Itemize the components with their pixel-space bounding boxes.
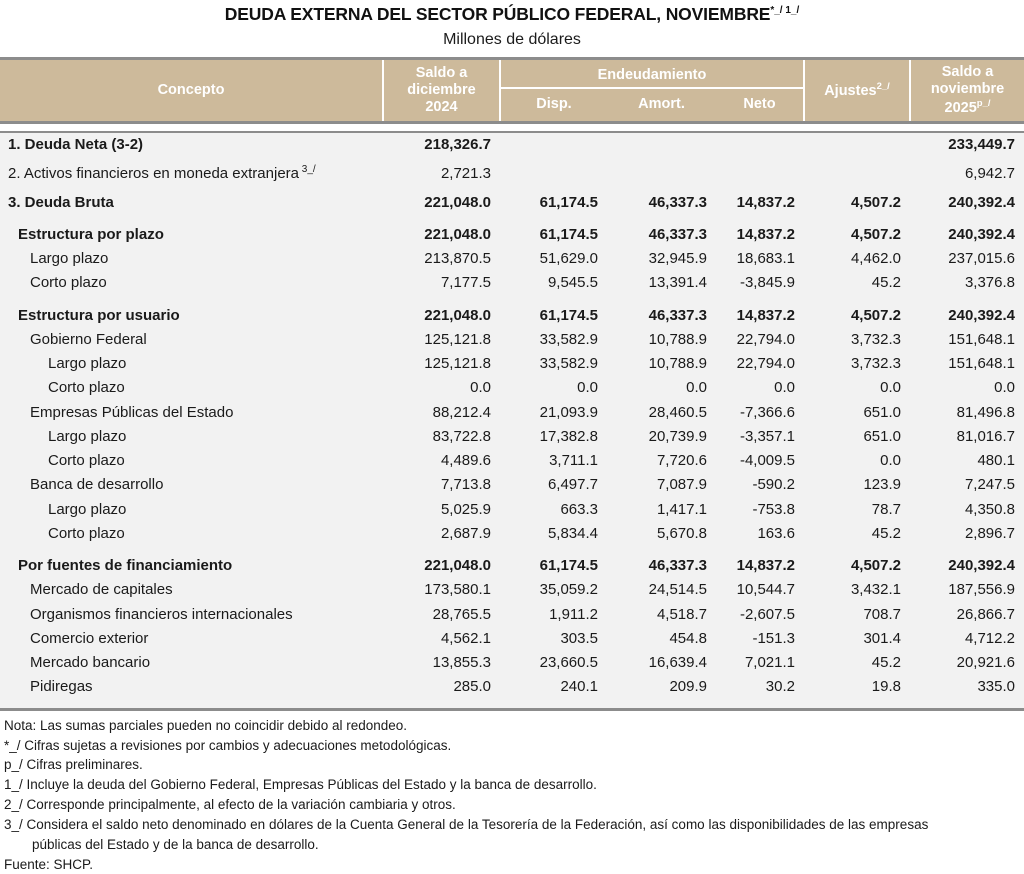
column-header-neto: Neto xyxy=(716,88,804,122)
cell-amort: 46,337.3 xyxy=(607,554,716,578)
table-row xyxy=(0,473,1024,497)
table-row xyxy=(0,675,1024,699)
cell-saldo-a-noviembre-2025: 4,350.8 xyxy=(910,498,1024,522)
cell-ajustes xyxy=(804,132,910,157)
cell-amort: 5,670.8 xyxy=(607,522,716,546)
cell-amort: 10,788.9 xyxy=(607,328,716,352)
cell-neto: -3,357.1 xyxy=(716,425,804,449)
column-header-disp: Disp. xyxy=(500,88,607,122)
row-label: Largo plazo xyxy=(0,498,383,522)
table-row xyxy=(0,191,1024,215)
table-row xyxy=(0,352,1024,376)
cell-neto: 14,837.2 xyxy=(716,304,804,328)
cell-saldo-a-noviembre-2025: 7,247.5 xyxy=(910,473,1024,497)
cell-neto: 22,794.0 xyxy=(716,352,804,376)
cell-disp xyxy=(500,132,607,157)
cell-saldo-a-noviembre-2025: 151,648.1 xyxy=(910,352,1024,376)
column-header-saldo-diciembre xyxy=(383,60,500,123)
table-row xyxy=(0,498,1024,522)
cell-neto: -2,607.5 xyxy=(716,603,804,627)
cell-saldo-a-diciembre-2024: 218,326.7 xyxy=(383,132,500,157)
row-label: Por fuentes de financiamiento xyxy=(0,554,383,578)
cell-disp: 51,629.0 xyxy=(500,247,607,271)
cell-saldo-a-diciembre-2024: 13,855.3 xyxy=(383,651,500,675)
row-label: Corto plazo xyxy=(0,522,383,546)
table-row xyxy=(0,627,1024,651)
cell-ajustes: 4,507.2 xyxy=(804,304,910,328)
cell-saldo-a-diciembre-2024: 4,489.6 xyxy=(383,449,500,473)
table-row xyxy=(0,449,1024,473)
cell-ajustes: 4,507.2 xyxy=(804,223,910,247)
table-row xyxy=(0,578,1024,602)
table-row xyxy=(0,554,1024,578)
cell-saldo-a-diciembre-2024: 221,048.0 xyxy=(383,554,500,578)
saldo-nov-superscript: p_/ xyxy=(976,98,991,110)
cell-saldo-a-noviembre-2025: 20,921.6 xyxy=(910,651,1024,675)
row-spacer-cell xyxy=(0,546,1024,554)
table-row xyxy=(0,132,1024,157)
row-label: Pidiregas xyxy=(0,675,383,699)
cell-ajustes: 45.2 xyxy=(804,522,910,546)
cell-amort: 13,391.4 xyxy=(607,271,716,295)
cell-amort: 24,514.5 xyxy=(607,578,716,602)
footnotes-block xyxy=(0,711,1024,874)
cell-saldo-a-noviembre-2025: 233,449.7 xyxy=(910,132,1024,157)
cell-saldo-a-noviembre-2025: 26,866.7 xyxy=(910,603,1024,627)
cell-disp: 0.0 xyxy=(500,376,607,400)
cell-saldo-a-noviembre-2025: 240,392.4 xyxy=(910,304,1024,328)
row-label: Largo plazo xyxy=(0,425,383,449)
cell-saldo-a-diciembre-2024: 88,212.4 xyxy=(383,401,500,425)
cell-amort: 10,788.9 xyxy=(607,352,716,376)
table-row xyxy=(0,328,1024,352)
cell-neto: -7,366.6 xyxy=(716,401,804,425)
row-label: Gobierno Federal xyxy=(0,328,383,352)
row-spacer xyxy=(0,296,1024,304)
cell-saldo-a-diciembre-2024: 173,580.1 xyxy=(383,578,500,602)
header-row-top xyxy=(0,60,1024,88)
cell-disp: 33,582.9 xyxy=(500,352,607,376)
cell-saldo-a-noviembre-2025: 240,392.4 xyxy=(910,191,1024,215)
cell-disp: 5,834.4 xyxy=(500,522,607,546)
cell-disp: 240.1 xyxy=(500,675,607,699)
cell-saldo-a-diciembre-2024: 221,048.0 xyxy=(383,223,500,247)
cell-neto: 10,544.7 xyxy=(716,578,804,602)
financial-table xyxy=(0,60,1024,708)
financial-table-container xyxy=(0,57,1024,708)
cell-amort: 16,639.4 xyxy=(607,651,716,675)
row-spacer xyxy=(0,215,1024,223)
table-row xyxy=(0,376,1024,400)
page-title-text: DEUDA EXTERNA DEL SECTOR PÚBLICO FEDERAL, NOVIEMBRE xyxy=(224,4,771,24)
cell-saldo-a-diciembre-2024: 28,765.5 xyxy=(383,603,500,627)
cell-amort: 32,945.9 xyxy=(607,247,716,271)
row-label: Empresas Públicas del Estado xyxy=(0,401,383,425)
table-row xyxy=(0,401,1024,425)
cell-disp: 17,382.8 xyxy=(500,425,607,449)
row-spacer xyxy=(0,700,1024,708)
cell-saldo-a-noviembre-2025: 240,392.4 xyxy=(910,223,1024,247)
row-label: Corto plazo xyxy=(0,271,383,295)
cell-amort: 46,337.3 xyxy=(607,223,716,247)
cell-ajustes: 651.0 xyxy=(804,425,910,449)
cell-ajustes: 301.4 xyxy=(804,627,910,651)
header-bottom-rule-cell xyxy=(0,123,1024,133)
cell-ajustes: 3,732.3 xyxy=(804,328,910,352)
page-subtitle: Millones de dólares xyxy=(443,30,581,48)
table-row xyxy=(0,223,1024,247)
footnote: 1_/ Incluye la deuda del Gobierno Federal, Empresas Públicas del Estado y la banca de desarrollo. xyxy=(4,777,597,793)
cell-neto: -753.8 xyxy=(716,498,804,522)
row-label: Organismos financieros internacionales xyxy=(0,603,383,627)
ajustes-superscript: 2_/ xyxy=(876,81,890,93)
cell-neto: 18,683.1 xyxy=(716,247,804,271)
cell-saldo-a-diciembre-2024: 4,562.1 xyxy=(383,627,500,651)
cell-saldo-a-noviembre-2025: 237,015.6 xyxy=(910,247,1024,271)
saldo-nov-line2: noviembre xyxy=(930,81,1005,98)
page-title xyxy=(0,4,1024,26)
cell-neto: -4,009.5 xyxy=(716,449,804,473)
cell-amort: 1,417.1 xyxy=(607,498,716,522)
cell-amort: 28,460.5 xyxy=(607,401,716,425)
cell-saldo-a-diciembre-2024: 2,687.9 xyxy=(383,522,500,546)
row-label: Comercio exterior xyxy=(0,627,383,651)
table-row xyxy=(0,651,1024,675)
cell-disp: 61,174.5 xyxy=(500,191,607,215)
cell-saldo-a-noviembre-2025: 0.0 xyxy=(910,376,1024,400)
cell-neto: 14,837.2 xyxy=(716,191,804,215)
cell-saldo-a-noviembre-2025: 151,648.1 xyxy=(910,328,1024,352)
row-spacer-cell xyxy=(0,215,1024,223)
cell-disp: 9,545.5 xyxy=(500,271,607,295)
table-body xyxy=(0,123,1024,708)
cell-ajustes: 45.2 xyxy=(804,271,910,295)
row-label: 3. Deuda Bruta xyxy=(0,191,383,215)
cell-saldo-a-diciembre-2024: 221,048.0 xyxy=(383,304,500,328)
cell-saldo-a-noviembre-2025: 480.1 xyxy=(910,449,1024,473)
column-header-amort: Amort. xyxy=(607,88,716,122)
row-label: Estructura por plazo xyxy=(0,223,383,247)
cell-neto: -151.3 xyxy=(716,627,804,651)
cell-saldo-a-diciembre-2024: 0.0 xyxy=(383,376,500,400)
column-header-saldo-noviembre xyxy=(910,60,1024,123)
row-label: Largo plazo xyxy=(0,247,383,271)
cell-ajustes: 3,432.1 xyxy=(804,578,910,602)
cell-amort: 209.9 xyxy=(607,675,716,699)
cell-ajustes: 4,507.2 xyxy=(804,554,910,578)
cell-saldo-a-diciembre-2024: 125,121.8 xyxy=(383,352,500,376)
saldo-nov-line3: 2025 xyxy=(944,100,977,117)
footnote: 3_/ Considera el saldo neto denominado en dólares de la Cuenta General de la Tesorería de la Federación, así como las disponibilidades de las empresas xyxy=(4,816,929,832)
cell-disp: 6,497.7 xyxy=(500,473,607,497)
cell-amort: 7,087.9 xyxy=(607,473,716,497)
cell-saldo-a-diciembre-2024: 2,721.3 xyxy=(383,161,500,186)
cell-saldo-a-diciembre-2024: 213,870.5 xyxy=(383,247,500,271)
cell-saldo-a-diciembre-2024: 285.0 xyxy=(383,675,500,699)
saldo-dic-line2: diciembre xyxy=(407,82,476,99)
row-label: 1. Deuda Neta (3-2) xyxy=(0,132,383,157)
cell-saldo-a-diciembre-2024: 221,048.0 xyxy=(383,191,500,215)
cell-disp xyxy=(500,161,607,186)
cell-ajustes: 0.0 xyxy=(804,376,910,400)
cell-disp: 35,059.2 xyxy=(500,578,607,602)
ajustes-label: Ajustes xyxy=(824,83,877,99)
cell-neto xyxy=(716,132,804,157)
cell-ajustes xyxy=(804,161,910,186)
row-spacer-cell xyxy=(0,296,1024,304)
footnote: Fuente: SHCP. xyxy=(4,856,94,872)
footnote: 2_/ Corresponde principalmente, al efecto de la variación cambiaria y otros. xyxy=(4,797,456,813)
cell-neto: 30.2 xyxy=(716,675,804,699)
column-header-group-endeudamiento: Endeudamiento xyxy=(500,60,804,88)
table-row xyxy=(0,304,1024,328)
table-row xyxy=(0,603,1024,627)
row-label: Banca de desarrollo xyxy=(0,473,383,497)
cell-neto: 22,794.0 xyxy=(716,328,804,352)
cell-neto xyxy=(716,161,804,186)
footnote: p_/ Cifras preliminares. xyxy=(4,757,143,773)
cell-ajustes: 19.8 xyxy=(804,675,910,699)
column-header-ajustes xyxy=(804,60,910,123)
row-label-superscript: 3_/ xyxy=(299,164,316,176)
column-header-concepto: Concepto xyxy=(0,60,383,123)
cell-disp: 61,174.5 xyxy=(500,554,607,578)
page-title-superscript: *_/ 1_/ xyxy=(770,5,800,17)
saldo-nov-line1: Saldo a xyxy=(941,64,994,81)
cell-saldo-a-noviembre-2025: 81,016.7 xyxy=(910,425,1024,449)
cell-amort: 7,720.6 xyxy=(607,449,716,473)
cell-amort: 46,337.3 xyxy=(607,304,716,328)
cell-disp: 61,174.5 xyxy=(500,223,607,247)
table-row xyxy=(0,161,1024,186)
row-label: 2. Activos financieros en moneda extranjera $^{3\_/}$ xyxy=(0,161,383,186)
cell-neto: 163.6 xyxy=(716,522,804,546)
cell-amort: 454.8 xyxy=(607,627,716,651)
cell-neto: 14,837.2 xyxy=(716,554,804,578)
cell-saldo-a-diciembre-2024: 83,722.8 xyxy=(383,425,500,449)
cell-ajustes: 0.0 xyxy=(804,449,910,473)
row-label: Estructura por usuario xyxy=(0,304,383,328)
row-label: Largo plazo xyxy=(0,352,383,376)
cell-amort xyxy=(607,132,716,157)
row-spacer xyxy=(0,546,1024,554)
cell-saldo-a-diciembre-2024: 5,025.9 xyxy=(383,498,500,522)
cell-ajustes: 4,462.0 xyxy=(804,247,910,271)
cell-amort: 46,337.3 xyxy=(607,191,716,215)
cell-amort: 4,518.7 xyxy=(607,603,716,627)
cell-disp: 663.3 xyxy=(500,498,607,522)
cell-ajustes: 45.2 xyxy=(804,651,910,675)
cell-neto: 0.0 xyxy=(716,376,804,400)
cell-neto: 7,021.1 xyxy=(716,651,804,675)
cell-disp: 3,711.1 xyxy=(500,449,607,473)
cell-ajustes: 651.0 xyxy=(804,401,910,425)
cell-saldo-a-noviembre-2025: 2,896.7 xyxy=(910,522,1024,546)
cell-neto: -590.2 xyxy=(716,473,804,497)
cell-neto: -3,845.9 xyxy=(716,271,804,295)
title-block xyxy=(0,0,1024,51)
cell-disp: 303.5 xyxy=(500,627,607,651)
cell-amort xyxy=(607,161,716,186)
cell-disp: 33,582.9 xyxy=(500,328,607,352)
cell-amort: 20,739.9 xyxy=(607,425,716,449)
row-label: Mercado de capitales xyxy=(0,578,383,602)
header-bottom-rule xyxy=(0,123,1024,133)
cell-saldo-a-noviembre-2025: 187,556.9 xyxy=(910,578,1024,602)
table-row xyxy=(0,425,1024,449)
saldo-dic-line3: 2024 xyxy=(425,99,458,116)
cell-saldo-a-noviembre-2025: 240,392.4 xyxy=(910,554,1024,578)
footnote: públicas del Estado y de la banca de desarrollo. xyxy=(32,836,319,852)
table-header xyxy=(0,60,1024,123)
cell-saldo-a-noviembre-2025: 81,496.8 xyxy=(910,401,1024,425)
saldo-dic-line1: Saldo a xyxy=(415,64,468,81)
cell-ajustes: 3,732.3 xyxy=(804,352,910,376)
cell-saldo-a-noviembre-2025: 4,712.2 xyxy=(910,627,1024,651)
table-row xyxy=(0,522,1024,546)
cell-saldo-a-noviembre-2025: 335.0 xyxy=(910,675,1024,699)
cell-saldo-a-diciembre-2024: 125,121.8 xyxy=(383,328,500,352)
cell-ajustes: 78.7 xyxy=(804,498,910,522)
cell-neto: 14,837.2 xyxy=(716,223,804,247)
cell-saldo-a-noviembre-2025: 3,376.8 xyxy=(910,271,1024,295)
cell-ajustes: 708.7 xyxy=(804,603,910,627)
cell-ajustes: 4,507.2 xyxy=(804,191,910,215)
cell-disp: 61,174.5 xyxy=(500,304,607,328)
row-label: Corto plazo xyxy=(0,376,383,400)
cell-disp: 21,093.9 xyxy=(500,401,607,425)
footnote: Nota: Las sumas parciales pueden no coincidir debido al redondeo. xyxy=(4,717,408,733)
cell-disp: 1,911.2 xyxy=(500,603,607,627)
cell-ajustes: 123.9 xyxy=(804,473,910,497)
table-row xyxy=(0,247,1024,271)
cell-saldo-a-diciembre-2024: 7,713.8 xyxy=(383,473,500,497)
table-row xyxy=(0,271,1024,295)
cell-amort: 0.0 xyxy=(607,376,716,400)
row-label: Corto plazo xyxy=(0,449,383,473)
cell-saldo-a-diciembre-2024: 7,177.5 xyxy=(383,271,500,295)
row-spacer-cell xyxy=(0,700,1024,708)
footnote: *_/ Cifras sujetas a revisiones por cambios y adecuaciones metodológicas. xyxy=(4,737,452,753)
cell-saldo-a-noviembre-2025: 6,942.7 xyxy=(910,161,1024,186)
row-label: Mercado bancario xyxy=(0,651,383,675)
cell-disp: 23,660.5 xyxy=(500,651,607,675)
